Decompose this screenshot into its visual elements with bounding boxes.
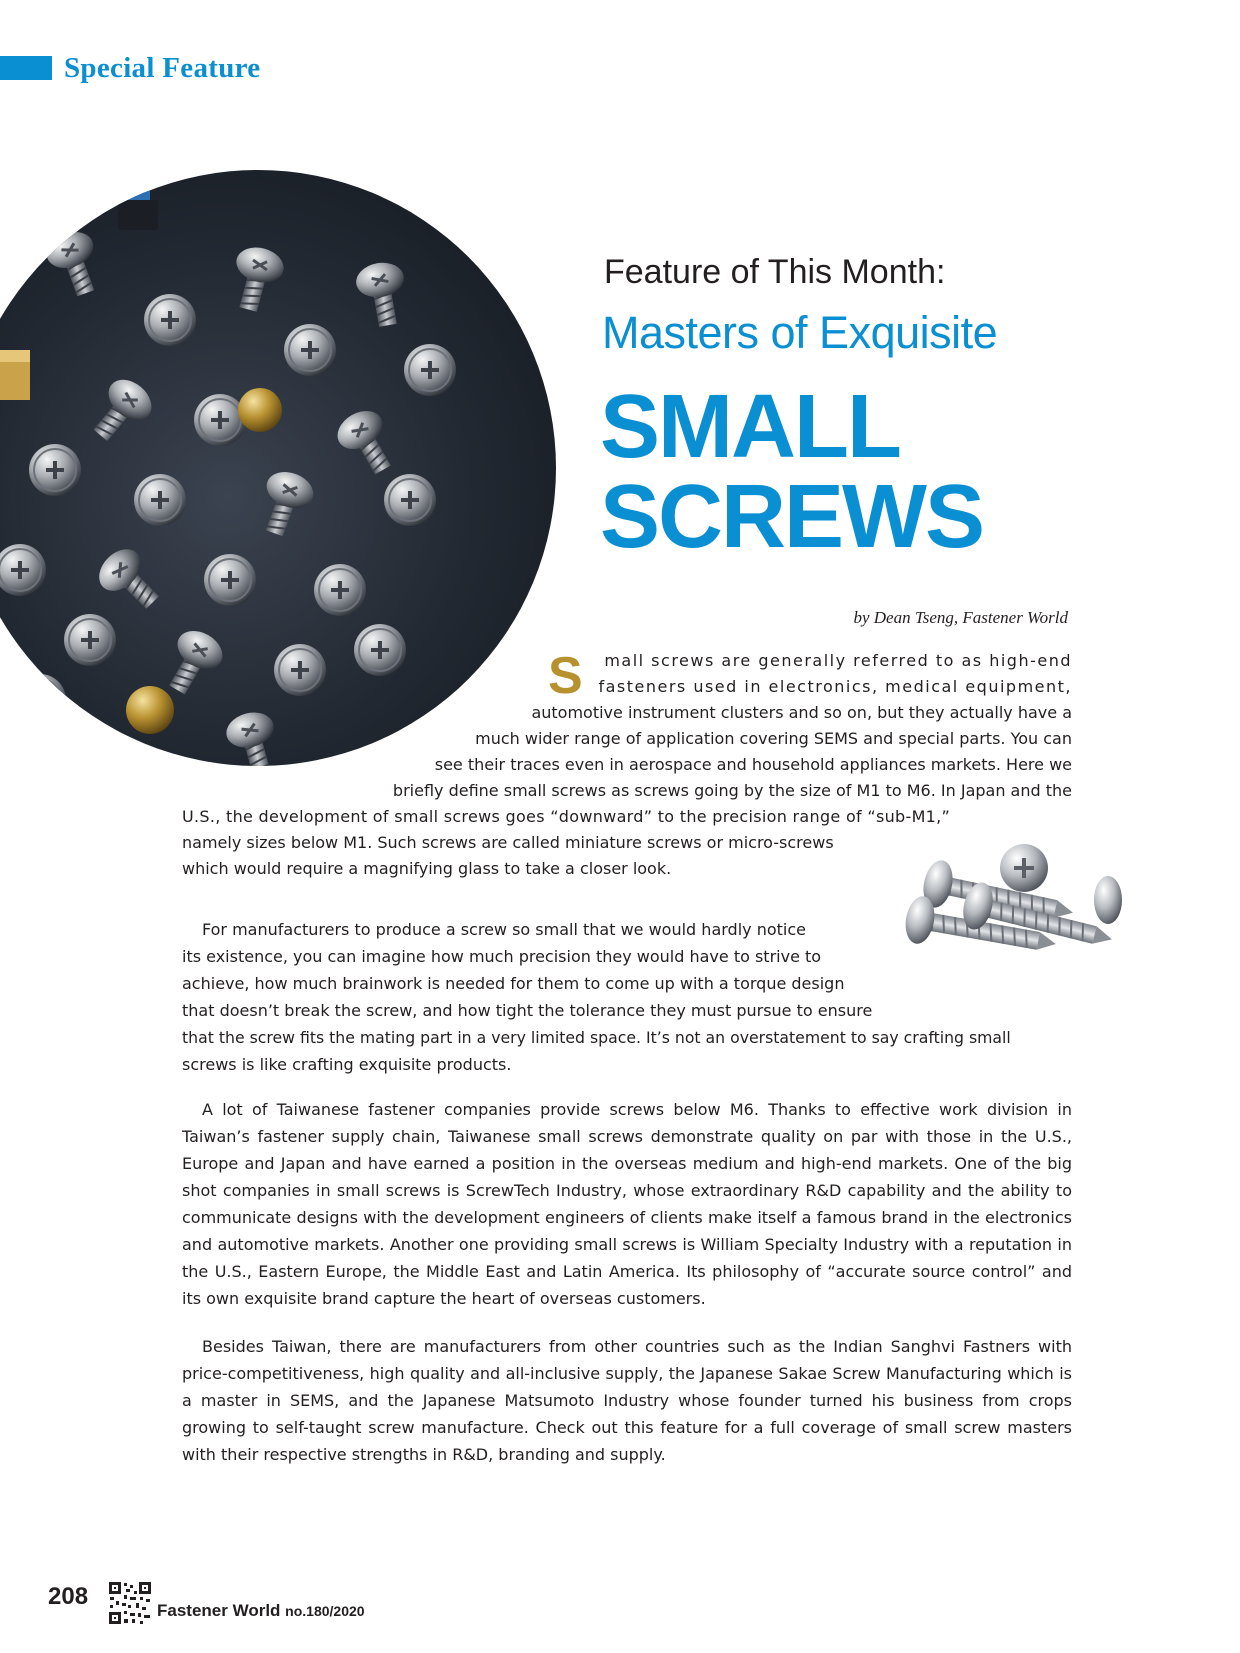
magazine-name xyxy=(157,1601,365,1621)
intro-line: much wider range of application covering SEMS and special parts. You can xyxy=(475,729,1072,748)
screws-photo xyxy=(898,840,1140,980)
page-number: 208 xyxy=(48,1583,89,1610)
p2-line: achieve, how much brainwork is needed for them to come up with a torque design xyxy=(182,974,845,993)
byline: by Dean Tseng, Fastener World xyxy=(853,608,1068,627)
p2-line: that the screw fits the mating part in a very limited space. It’s not an overstatement to say crafting small xyxy=(182,1028,1011,1047)
intro-line: automotive instrument clusters and so on, but they actually have a xyxy=(531,703,1072,722)
intro-line: namely sizes below M1. Such screws are called miniature screws or micro-screws xyxy=(182,833,834,852)
intro-line: see their traces even in aerospace and household appliances markets. Here we xyxy=(434,755,1072,774)
magazine-title: Fastener World xyxy=(157,1601,281,1620)
feature-kicker: Feature of This Month: xyxy=(604,253,946,291)
title-small: SMALL xyxy=(600,377,900,477)
section-label: Special Feature xyxy=(64,52,261,84)
section-bar xyxy=(0,56,52,80)
intro-line: which would require a magnifying glass to take a closer look. xyxy=(182,859,672,878)
p2-line: that doesn’t break the screw, and how tight the tolerance they must pursue to ensure xyxy=(182,1001,873,1020)
intro-line: mall screws are generally referred to as high-end xyxy=(604,651,1072,670)
hero-screws-photo xyxy=(0,170,556,766)
issue-number: no.180/2020 xyxy=(285,1603,365,1619)
title-screws: SCREWS xyxy=(600,467,984,567)
drop-cap: S xyxy=(548,647,583,705)
paragraph-3: A lot of Taiwanese fastener companies provide screws below M6. Thanks to effective work division in Taiwan’s fastener supply chain, Taiwanese small screws demonstrate quality on par with those in the U.S., Europe and Japan and have earned a position in the overseas medium and high-end markets. One of the big shot companies in small screws is ScrewTech Industry, whose extraordinary R&D capability and the ability to communicate designs with the development engineers of clients make itself a famous brand in the electronics and automotive markets. Another one providing small screws is William Specialty Industry with a reputation in the U.S., Eastern Europe, the Middle East and Latin America. Its philosophy of “accurate source control” and its own exquisite brand capture the heart of overseas customers. xyxy=(182,1100,1072,1308)
p2-line: screws is like crafting exquisite products. xyxy=(182,1055,512,1074)
p2-line: For manufacturers to produce a screw so small that we would hardly notice xyxy=(202,920,806,939)
qr-code-icon[interactable] xyxy=(108,1581,152,1625)
intro-line: fasteners used in electronics, medical equipment, xyxy=(598,677,1072,696)
title-line: Masters of Exquisite xyxy=(602,307,998,358)
intro-line: briefly define small screws as screws going by the size of M1 to M6. In Japan and the xyxy=(392,781,1072,800)
p2-line: its existence, you can imagine how much precision they would have to strive to xyxy=(182,947,822,966)
paragraph-4: Besides Taiwan, there are manufacturers from other countries such as the Indian Sanghvi Fastners with price-competitiveness, high quality and all-inclusive supply, the Japanese Sakae Screw Manufacturing which is a master in SEMS, and the Japanese Matsumoto Industry whose founder turned his business from crops growing to self-taught screw manufacture. Check out this feature for a full coverage of small screw masters with their respective strengths in R&D, branding and supply. xyxy=(182,1337,1072,1464)
intro-line: U.S., the development of small screws goes “downward” to the precision range of “sub-M1,” xyxy=(182,807,951,826)
